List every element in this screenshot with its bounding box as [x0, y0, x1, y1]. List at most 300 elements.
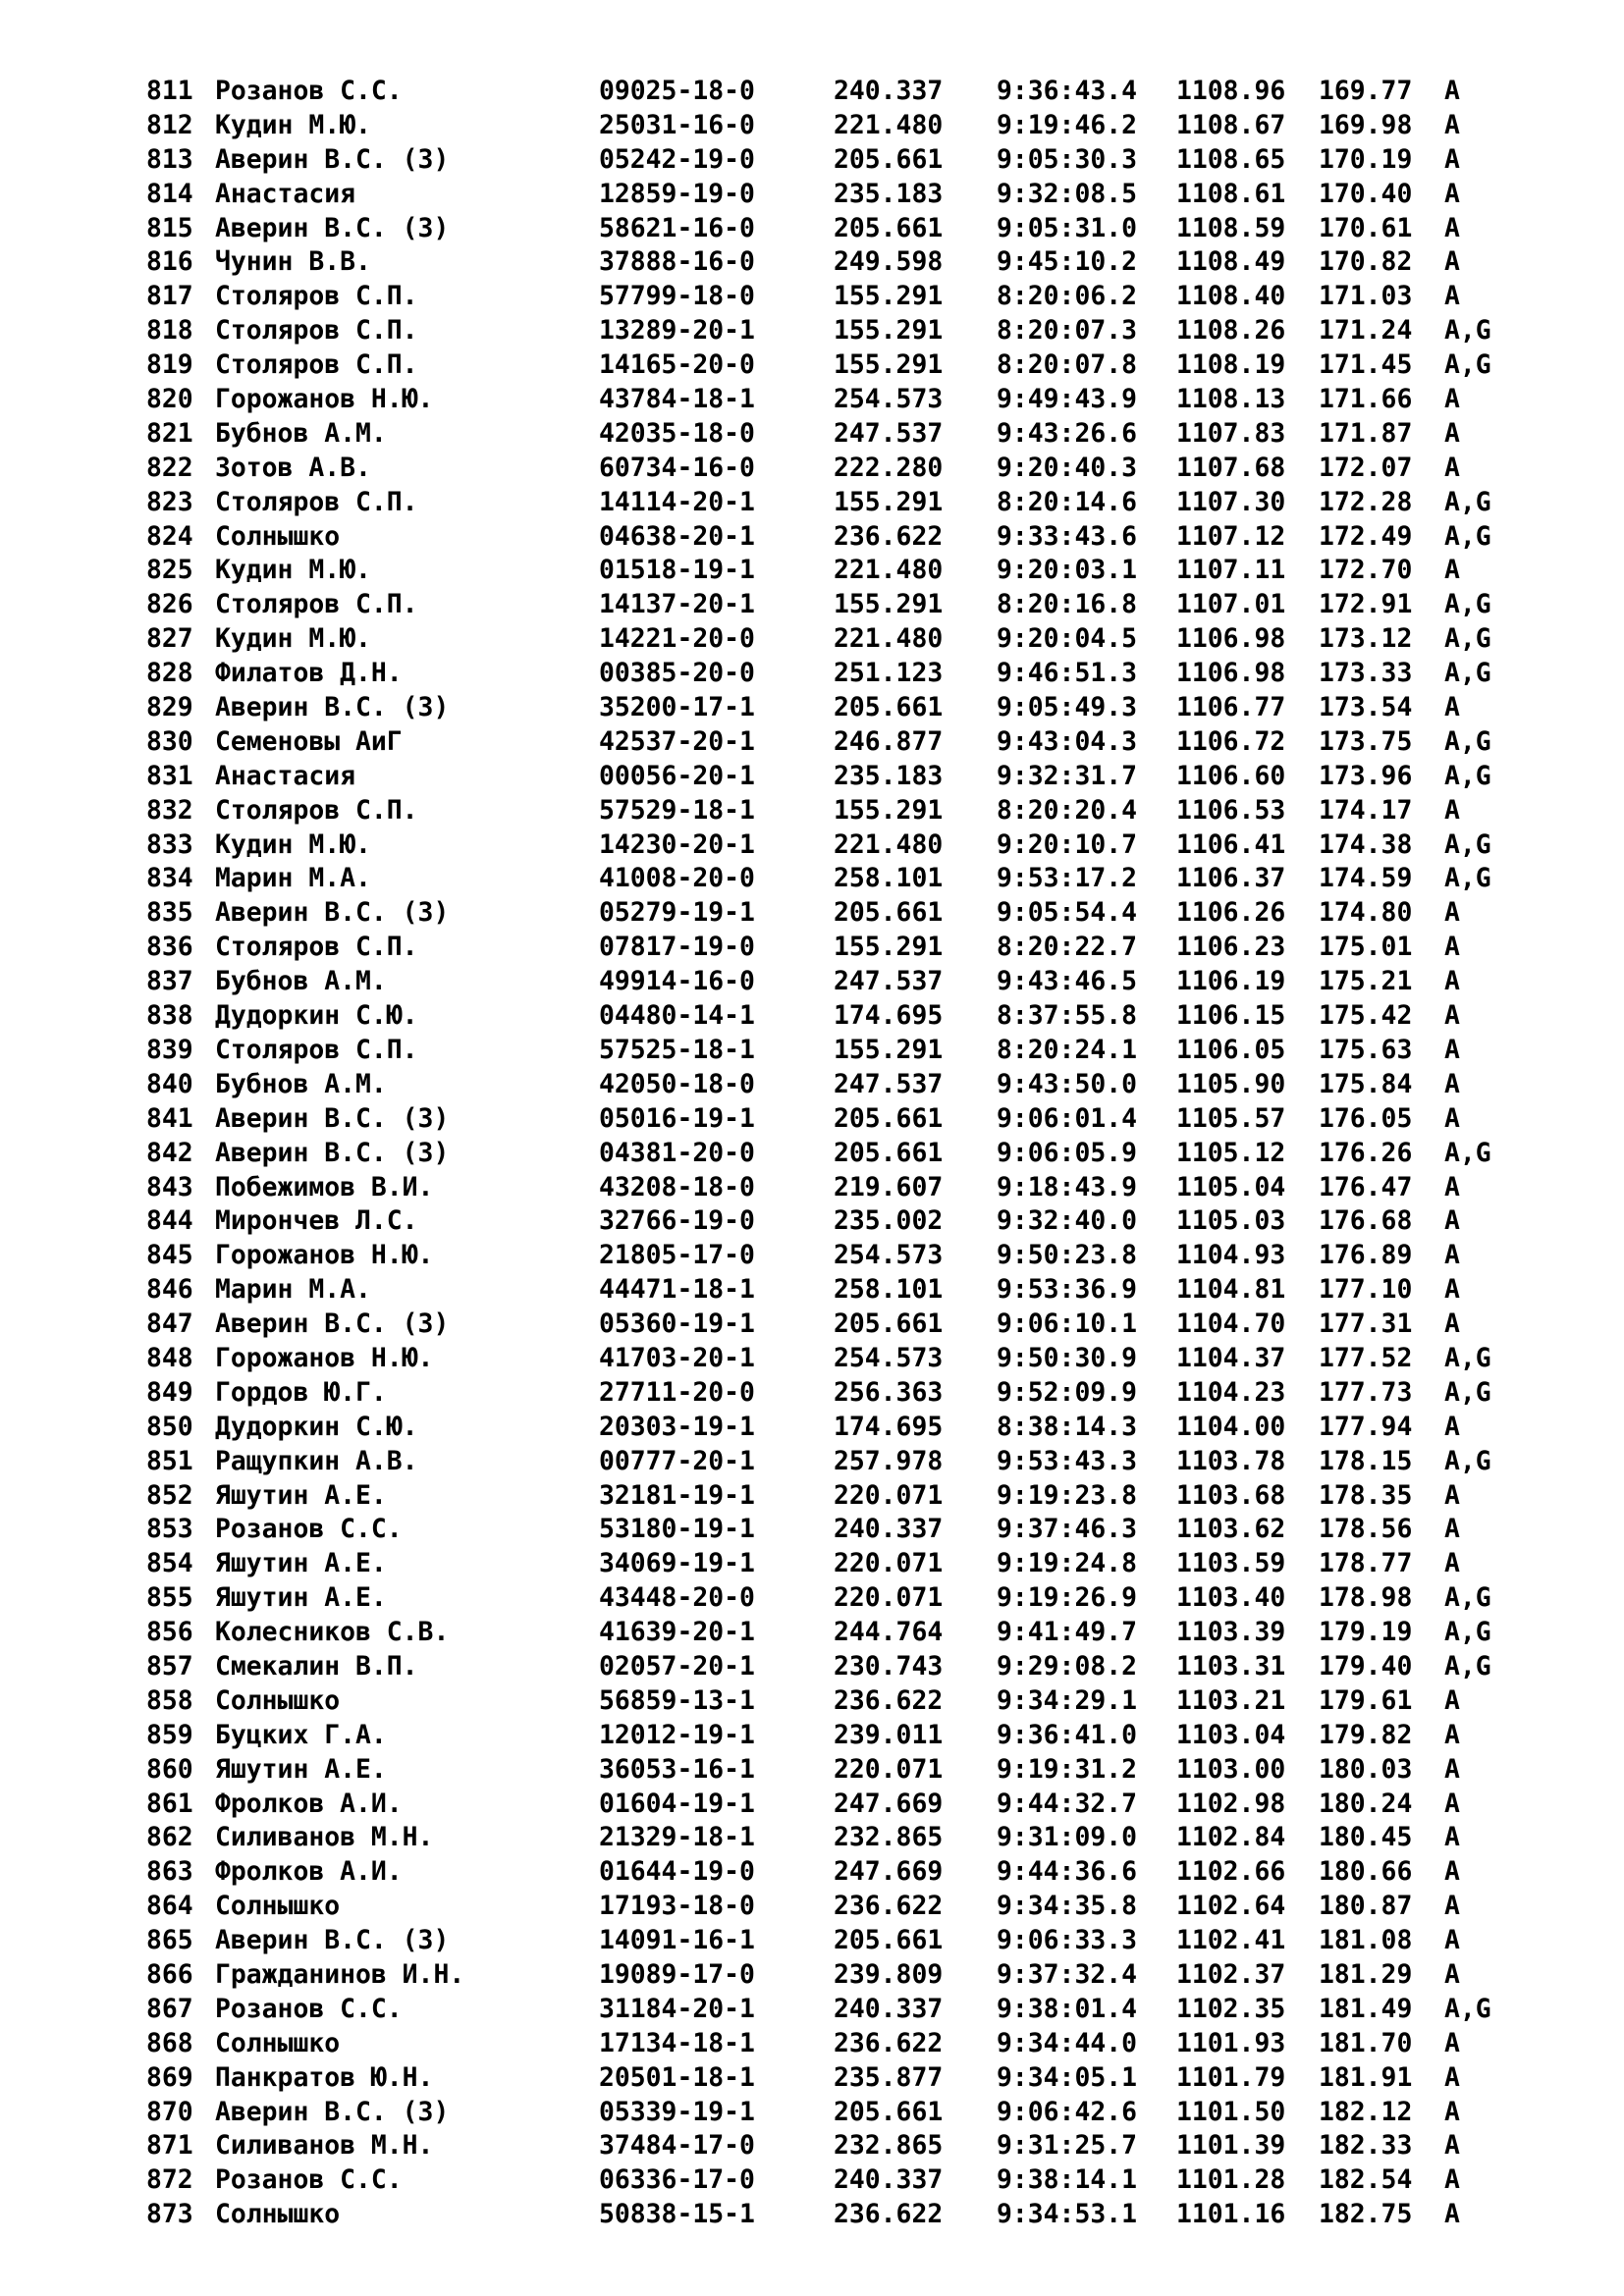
position-number: 814 — [146, 178, 193, 209]
ring-number: 50838-15-1 — [599, 2199, 755, 2230]
fancier-name: Яшутин А.Е. — [215, 1548, 387, 1579]
distance: 251.123 — [834, 658, 944, 689]
coefficient: 172.28 — [1319, 486, 1413, 517]
fancier-name: Марин М.А. — [215, 863, 371, 894]
fancier-name: Кудин М.Ю. — [215, 828, 371, 860]
coefficient: 176.05 — [1319, 1102, 1413, 1134]
ring-number: 06336-17-0 — [599, 2164, 755, 2196]
speed: 1107.30 — [1176, 486, 1286, 517]
arrival-time: 9:36:43.4 — [997, 76, 1137, 106]
coefficient: 177.31 — [1319, 1308, 1413, 1340]
speed: 1105.90 — [1176, 1068, 1286, 1099]
ring-number: 57525-18-1 — [599, 1034, 755, 1065]
position-number: 827 — [146, 623, 193, 655]
ring-number: 01604-19-1 — [599, 1788, 755, 1819]
list-item — [146, 383, 1521, 417]
coefficient: 170.61 — [1319, 212, 1413, 243]
arrival-time: 9:05:30.3 — [997, 143, 1137, 175]
fancier-name: Столяров С.П. — [215, 486, 418, 517]
coefficient: 174.17 — [1319, 794, 1413, 826]
flags: A — [1444, 2061, 1460, 2093]
coefficient: 171.87 — [1319, 417, 1413, 449]
arrival-time: 9:50:23.8 — [997, 1240, 1137, 1271]
arrival-time: 9:20:40.3 — [997, 452, 1137, 483]
speed: 1107.12 — [1176, 520, 1286, 552]
arrival-time: 9:20:10.7 — [997, 828, 1137, 860]
distance: 220.071 — [834, 1753, 944, 1785]
flags: A,G — [1444, 349, 1491, 381]
coefficient: 178.56 — [1319, 1514, 1413, 1545]
speed: 1101.16 — [1176, 2199, 1286, 2230]
speed: 1102.84 — [1176, 1822, 1286, 1853]
flags: A,G — [1444, 520, 1491, 552]
fancier-name: Горожанов Н.Ю. — [215, 1240, 434, 1271]
coefficient: 179.61 — [1319, 1684, 1413, 1716]
flags: A,G — [1444, 1582, 1491, 1614]
list-item — [146, 1308, 1521, 1342]
list-item — [146, 486, 1521, 520]
fancier-name: Столяров С.П. — [215, 932, 418, 963]
list-item — [146, 1411, 1521, 1445]
distance: 235.183 — [834, 760, 944, 791]
ring-number: 05242-19-0 — [599, 143, 755, 175]
ring-number: 20303-19-1 — [599, 1411, 755, 1442]
ring-number: 44471-18-1 — [599, 1274, 755, 1306]
fancier-name: Анастасия — [215, 760, 355, 791]
distance: 236.622 — [834, 520, 944, 552]
list-item — [146, 2096, 1521, 2130]
coefficient: 177.52 — [1319, 1342, 1413, 1373]
position-number: 854 — [146, 1548, 193, 1579]
speed: 1108.26 — [1176, 315, 1286, 347]
fancier-name: Столяров С.П. — [215, 794, 418, 826]
fancier-name: Аверин В.С. (З) — [215, 2096, 450, 2127]
flags: A — [1444, 897, 1460, 929]
ring-number: 00056-20-1 — [599, 760, 755, 791]
flags: A,G — [1444, 623, 1491, 655]
distance: 155.291 — [834, 281, 944, 312]
coefficient: 181.91 — [1319, 2061, 1413, 2093]
distance: 219.607 — [834, 1171, 944, 1202]
fancier-name: Столяров С.П. — [215, 315, 418, 347]
speed: 1103.68 — [1176, 1479, 1286, 1511]
distance: 205.661 — [834, 143, 944, 175]
coefficient: 179.82 — [1319, 1719, 1413, 1750]
position-number: 834 — [146, 863, 193, 894]
ring-number: 58621-16-0 — [599, 212, 755, 243]
flags: A — [1444, 76, 1460, 106]
fancier-name: Солнышко — [215, 1684, 341, 1716]
position-number: 819 — [146, 349, 193, 381]
list-item — [146, 554, 1521, 588]
position-number: 836 — [146, 932, 193, 963]
distance: 254.573 — [834, 1342, 944, 1373]
ring-number: 43784-18-1 — [599, 384, 755, 415]
ring-number: 05360-19-1 — [599, 1308, 755, 1340]
arrival-time: 8:20:20.4 — [997, 794, 1137, 826]
arrival-time: 9:18:43.9 — [997, 1171, 1137, 1202]
distance: 222.280 — [834, 452, 944, 483]
distance: 236.622 — [834, 2027, 944, 2058]
list-item — [146, 622, 1521, 657]
speed: 1103.31 — [1176, 1650, 1286, 1682]
flags: A — [1444, 1102, 1460, 1134]
position-number: 828 — [146, 658, 193, 689]
flags: A,G — [1444, 828, 1491, 860]
arrival-time: 9:06:33.3 — [997, 1925, 1137, 1956]
position-number: 822 — [146, 452, 193, 483]
position-number: 826 — [146, 589, 193, 620]
distance: 155.291 — [834, 315, 944, 347]
position-number: 861 — [146, 1788, 193, 1819]
speed: 1107.11 — [1176, 555, 1286, 586]
flags: A,G — [1444, 863, 1491, 894]
flags: A — [1444, 1034, 1460, 1065]
coefficient: 169.77 — [1319, 76, 1413, 106]
distance: 246.877 — [834, 725, 944, 757]
distance: 155.291 — [834, 486, 944, 517]
coefficient: 175.42 — [1319, 1000, 1413, 1032]
flags: A — [1444, 2096, 1460, 2127]
position-number: 847 — [146, 1308, 193, 1340]
flags: A,G — [1444, 315, 1491, 347]
speed: 1101.79 — [1176, 2061, 1286, 2093]
arrival-time: 9:32:08.5 — [997, 178, 1137, 209]
fancier-name: Бубнов А.М. — [215, 1068, 387, 1099]
list-item — [146, 75, 1521, 109]
distance: 220.071 — [834, 1548, 944, 1579]
position-number: 816 — [146, 246, 193, 278]
ring-number: 41008-20-0 — [599, 863, 755, 894]
fancier-name: Аверин В.С. (З) — [215, 1925, 450, 1956]
coefficient: 180.87 — [1319, 1891, 1413, 1922]
position-number: 850 — [146, 1411, 193, 1442]
distance: 205.661 — [834, 1137, 944, 1168]
speed: 1106.15 — [1176, 1000, 1286, 1032]
flags: A — [1444, 1958, 1460, 1990]
list-item — [146, 828, 1521, 863]
arrival-time: 9:34:35.8 — [997, 1891, 1137, 1922]
ring-number: 19089-17-0 — [599, 1958, 755, 1990]
fancier-name: Кудин М.Ю. — [215, 109, 371, 140]
list-item — [146, 1581, 1521, 1616]
fancier-name: Солнышко — [215, 2199, 341, 2230]
flags: A — [1444, 1891, 1460, 1922]
coefficient: 177.10 — [1319, 1274, 1413, 1306]
speed: 1102.37 — [1176, 1958, 1286, 1990]
fancier-name: Бубнов А.М. — [215, 417, 387, 449]
results-list — [146, 75, 1521, 2232]
fancier-name: Смекалин В.П. — [215, 1650, 418, 1682]
position-number: 865 — [146, 1925, 193, 1956]
coefficient: 173.33 — [1319, 658, 1413, 689]
arrival-time: 8:20:16.8 — [997, 589, 1137, 620]
speed: 1102.35 — [1176, 1993, 1286, 2024]
arrival-time: 9:45:10.2 — [997, 246, 1137, 278]
distance: 155.291 — [834, 589, 944, 620]
coefficient: 177.73 — [1319, 1376, 1413, 1408]
coefficient: 178.35 — [1319, 1479, 1413, 1511]
coefficient: 176.26 — [1319, 1137, 1413, 1168]
flags: A — [1444, 1171, 1460, 1202]
flags: A — [1444, 1925, 1460, 1956]
position-number: 857 — [146, 1650, 193, 1682]
distance: 155.291 — [834, 932, 944, 963]
flags: A — [1444, 1240, 1460, 1271]
position-number: 855 — [146, 1582, 193, 1614]
arrival-time: 8:20:24.1 — [997, 1034, 1137, 1065]
position-number: 820 — [146, 384, 193, 415]
flags: A — [1444, 1753, 1460, 1785]
fancier-name: Столяров С.П. — [215, 1034, 418, 1065]
coefficient: 170.19 — [1319, 143, 1413, 175]
arrival-time: 9:33:43.6 — [997, 520, 1137, 552]
ring-number: 14114-20-1 — [599, 486, 755, 517]
fancier-name: Филатов Д.Н. — [215, 658, 403, 689]
arrival-time: 9:44:36.6 — [997, 1856, 1137, 1888]
flags: A,G — [1444, 1342, 1491, 1373]
position-number: 860 — [146, 1753, 193, 1785]
coefficient: 175.01 — [1319, 932, 1413, 963]
ring-number: 37484-17-0 — [599, 2130, 755, 2162]
arrival-time: 9:06:42.6 — [997, 2096, 1137, 2127]
arrival-time: 9:49:43.9 — [997, 384, 1137, 415]
position-number: 867 — [146, 1993, 193, 2024]
position-number: 869 — [146, 2061, 193, 2093]
speed: 1104.93 — [1176, 1240, 1286, 1271]
arrival-time: 9:53:17.2 — [997, 863, 1137, 894]
fancier-name: Фролков А.И. — [215, 1788, 403, 1819]
arrival-time: 8:20:22.7 — [997, 932, 1137, 963]
coefficient: 176.89 — [1319, 1240, 1413, 1271]
speed: 1108.19 — [1176, 349, 1286, 381]
position-number: 864 — [146, 1891, 193, 1922]
fancier-name: Розанов С.С. — [215, 76, 403, 106]
coefficient: 180.24 — [1319, 1788, 1413, 1819]
list-item — [146, 760, 1521, 794]
speed: 1106.60 — [1176, 760, 1286, 791]
distance: 205.661 — [834, 1102, 944, 1134]
speed: 1101.50 — [1176, 2096, 1286, 2127]
arrival-time: 9:06:01.4 — [997, 1102, 1137, 1134]
distance: 205.661 — [834, 2096, 944, 2127]
speed: 1105.04 — [1176, 1171, 1286, 1202]
position-number: 845 — [146, 1240, 193, 1271]
fancier-name: Марин М.А. — [215, 1274, 371, 1306]
ring-number: 31184-20-1 — [599, 1993, 755, 2024]
speed: 1106.37 — [1176, 863, 1286, 894]
position-number: 831 — [146, 760, 193, 791]
ring-number: 05279-19-1 — [599, 897, 755, 929]
arrival-time: 9:36:41.0 — [997, 1719, 1137, 1750]
arrival-time: 9:19:31.2 — [997, 1753, 1137, 1785]
fancier-name: Розанов С.С. — [215, 1993, 403, 2024]
coefficient: 171.45 — [1319, 349, 1413, 381]
ring-number: 42537-20-1 — [599, 725, 755, 757]
list-item — [146, 965, 1521, 999]
ring-number: 56859-13-1 — [599, 1684, 755, 1716]
arrival-time: 9:05:49.3 — [997, 692, 1137, 723]
fancier-name: Солнышко — [215, 520, 341, 552]
ring-number: 37888-16-0 — [599, 246, 755, 278]
distance: 155.291 — [834, 794, 944, 826]
speed: 1107.68 — [1176, 452, 1286, 483]
fancier-name: Столяров С.П. — [215, 281, 418, 312]
arrival-time: 9:41:49.7 — [997, 1617, 1137, 1648]
fancier-name: Аверин В.С. (З) — [215, 692, 450, 723]
flags: A,G — [1444, 486, 1491, 517]
position-number: 835 — [146, 897, 193, 929]
position-number: 821 — [146, 417, 193, 449]
distance: 205.661 — [834, 212, 944, 243]
arrival-time: 8:20:07.3 — [997, 315, 1137, 347]
speed: 1108.49 — [1176, 246, 1286, 278]
speed: 1107.83 — [1176, 417, 1286, 449]
ring-number: 41639-20-1 — [599, 1617, 755, 1648]
distance: 258.101 — [834, 863, 944, 894]
position-number: 839 — [146, 1034, 193, 1065]
speed: 1103.78 — [1176, 1445, 1286, 1476]
position-number: 842 — [146, 1137, 193, 1168]
list-item — [146, 1273, 1521, 1308]
list-item — [146, 1616, 1521, 1650]
position-number: 863 — [146, 1856, 193, 1888]
ring-number: 00777-20-1 — [599, 1445, 755, 1476]
fancier-name: Силиванов М.Н. — [215, 2130, 434, 2162]
fancier-name: Дудоркин С.Ю. — [215, 1000, 418, 1032]
list-item — [146, 280, 1521, 314]
ring-number: 32766-19-0 — [599, 1205, 755, 1237]
speed: 1108.67 — [1176, 109, 1286, 140]
distance: 232.865 — [834, 1822, 944, 1853]
flags: A — [1444, 1719, 1460, 1750]
flags: A,G — [1444, 1650, 1491, 1682]
distance: 205.661 — [834, 1308, 944, 1340]
list-item — [146, 109, 1521, 143]
speed: 1102.66 — [1176, 1856, 1286, 1888]
list-item — [146, 657, 1521, 691]
list-item — [146, 1788, 1521, 1822]
arrival-time: 9:37:32.4 — [997, 1958, 1137, 1990]
distance: 254.573 — [834, 384, 944, 415]
ring-number: 04480-14-1 — [599, 1000, 755, 1032]
list-item — [146, 1068, 1521, 1102]
fancier-name: Гордов Ю.Г. — [215, 1376, 387, 1408]
list-item — [146, 1924, 1521, 1958]
fancier-name: Побежимов В.И. — [215, 1171, 434, 1202]
arrival-time: 9:53:36.9 — [997, 1274, 1137, 1306]
distance: 232.865 — [834, 2130, 944, 2162]
distance: 221.480 — [834, 828, 944, 860]
fancier-name: Семеновы АиГ — [215, 725, 403, 757]
position-number: 823 — [146, 486, 193, 517]
ring-number: 07817-19-0 — [599, 932, 755, 963]
distance: 221.480 — [834, 109, 944, 140]
fancier-name: Чунин В.В. — [215, 246, 371, 278]
speed: 1104.81 — [1176, 1274, 1286, 1306]
position-number: 813 — [146, 143, 193, 175]
coefficient: 176.68 — [1319, 1205, 1413, 1237]
fancier-name: Столяров С.П. — [215, 589, 418, 620]
flags: A,G — [1444, 725, 1491, 757]
flags: A — [1444, 452, 1460, 483]
position-number: 858 — [146, 1684, 193, 1716]
list-item — [146, 1137, 1521, 1171]
speed: 1108.13 — [1176, 384, 1286, 415]
flags: A — [1444, 109, 1460, 140]
arrival-time: 8:20:07.8 — [997, 349, 1137, 381]
speed: 1106.72 — [1176, 725, 1286, 757]
speed: 1101.39 — [1176, 2130, 1286, 2162]
position-number: 852 — [146, 1479, 193, 1511]
speed: 1103.59 — [1176, 1548, 1286, 1579]
fancier-name: Фролков А.И. — [215, 1856, 403, 1888]
flags: A — [1444, 1856, 1460, 1888]
position-number: 817 — [146, 281, 193, 312]
distance: 239.809 — [834, 1958, 944, 1990]
list-item — [146, 520, 1521, 555]
arrival-time: 9:52:09.9 — [997, 1376, 1137, 1408]
list-item — [146, 1684, 1521, 1719]
flags: A — [1444, 1205, 1460, 1237]
speed: 1102.98 — [1176, 1788, 1286, 1819]
ring-number: 35200-17-1 — [599, 692, 755, 723]
ring-number: 43448-20-0 — [599, 1582, 755, 1614]
ring-number: 01518-19-1 — [599, 555, 755, 586]
distance: 240.337 — [834, 76, 944, 106]
coefficient: 180.66 — [1319, 1856, 1413, 1888]
arrival-time: 9:34:44.0 — [997, 2027, 1137, 2058]
distance: 236.622 — [834, 1684, 944, 1716]
ring-number: 49914-16-0 — [599, 966, 755, 997]
list-item — [146, 1821, 1521, 1855]
coefficient: 180.03 — [1319, 1753, 1413, 1785]
arrival-time: 9:19:23.8 — [997, 1479, 1137, 1511]
fancier-name: Кудин М.Ю. — [215, 623, 371, 655]
arrival-time: 8:38:14.3 — [997, 1411, 1137, 1442]
arrival-time: 9:05:31.0 — [997, 212, 1137, 243]
flags: A — [1444, 2199, 1460, 2230]
flags: A,G — [1444, 589, 1491, 620]
fancier-name: Яшутин А.Е. — [215, 1479, 387, 1511]
fancier-name: Ращупкин А.В. — [215, 1445, 418, 1476]
speed: 1104.00 — [1176, 1411, 1286, 1442]
speed: 1103.62 — [1176, 1514, 1286, 1545]
speed: 1106.98 — [1176, 658, 1286, 689]
arrival-time: 8:20:06.2 — [997, 281, 1137, 312]
list-item — [146, 1890, 1521, 1924]
coefficient: 172.70 — [1319, 555, 1413, 586]
ring-number: 14221-20-0 — [599, 623, 755, 655]
position-number: 832 — [146, 794, 193, 826]
flags: A — [1444, 692, 1460, 723]
arrival-time: 9:43:46.5 — [997, 966, 1137, 997]
ring-number: 21805-17-0 — [599, 1240, 755, 1271]
fancier-name: Буцких Г.А. — [215, 1719, 387, 1750]
coefficient: 170.40 — [1319, 178, 1413, 209]
distance: 240.337 — [834, 2164, 944, 2196]
list-item — [146, 1171, 1521, 1205]
coefficient: 178.15 — [1319, 1445, 1413, 1476]
flags: A — [1444, 281, 1460, 312]
coefficient: 181.08 — [1319, 1925, 1413, 1956]
ring-number: 14230-20-1 — [599, 828, 755, 860]
coefficient: 169.98 — [1319, 109, 1413, 140]
arrival-time: 9:37:46.3 — [997, 1514, 1137, 1545]
fancier-name: Солнышко — [215, 1891, 341, 1922]
speed: 1103.39 — [1176, 1617, 1286, 1648]
list-item — [146, 1376, 1521, 1411]
